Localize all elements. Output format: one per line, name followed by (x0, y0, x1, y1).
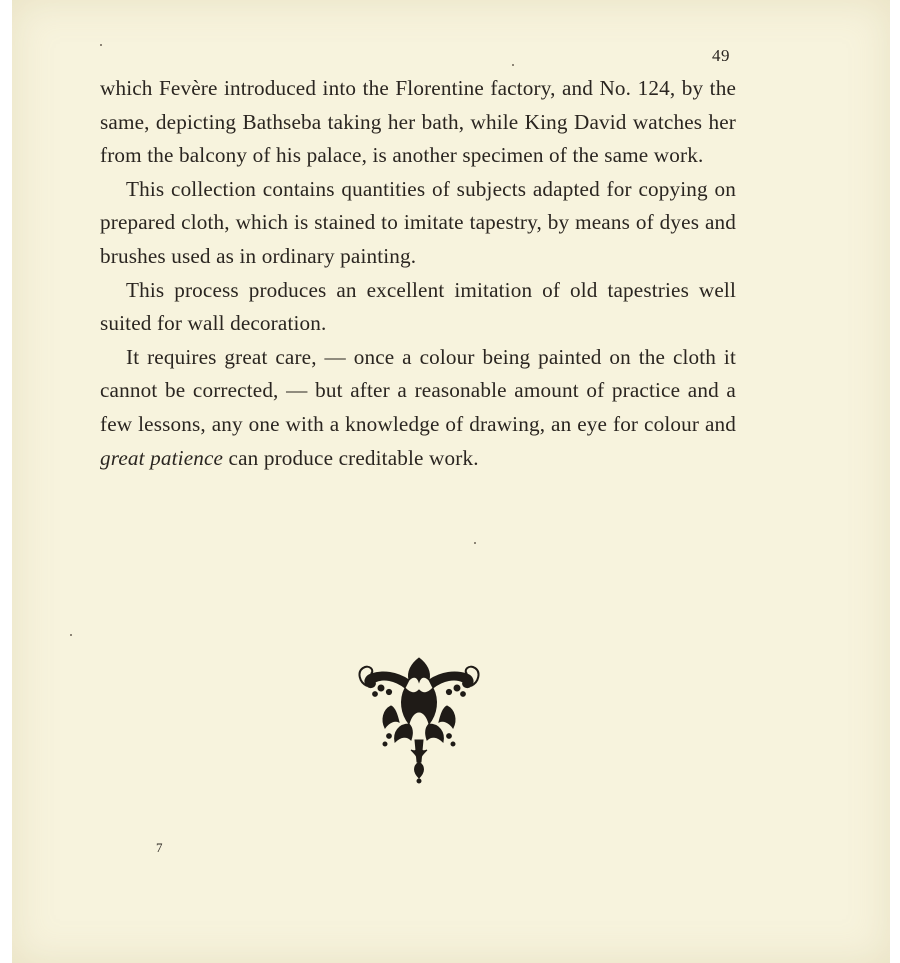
body-text (100, 72, 736, 475)
paragraph-4 (100, 341, 736, 475)
paragraph-3-text: This process produces an excellent imitation of old tapestries well suited for wall decoration. (100, 277, 736, 336)
book-page (12, 0, 890, 963)
paragraph-4-emphasis: great patience (100, 445, 224, 470)
paragraph-2-text: This collection contains quantities of subjects adapted for copying on prepared cloth, which is stained to imitate tapestry, by means of dyes and brushes used as in ordinary painting. (100, 176, 736, 268)
paragraph-2 (100, 173, 736, 274)
paragraph-4-text-start: It requires great care, — once a colour being painted on the cloth it cannot be corrected, — but after a reasonable amount of practice and a few lessons, any one with a knowledge of drawing, an eye for colour and (100, 344, 736, 436)
paper-speck (70, 634, 72, 636)
paper-speck (474, 542, 476, 544)
paper-speck (512, 64, 514, 66)
floral-tailpiece-icon (349, 650, 489, 785)
signature-mark: 7 (156, 840, 163, 855)
paragraph-3 (100, 274, 736, 341)
page-number: 49 (712, 46, 730, 65)
paragraph-4-text-end: can produce creditable work. (223, 445, 479, 470)
paper-speck (100, 44, 102, 46)
paragraph-1 (100, 72, 736, 173)
paragraph-1-text: which Fevère introduced into the Florentine factory, and No. 124, by the same, depicting Bathseba taking her bath, while King David watches her from the balcony of his palace, is another specimen of the same work. (100, 76, 736, 168)
